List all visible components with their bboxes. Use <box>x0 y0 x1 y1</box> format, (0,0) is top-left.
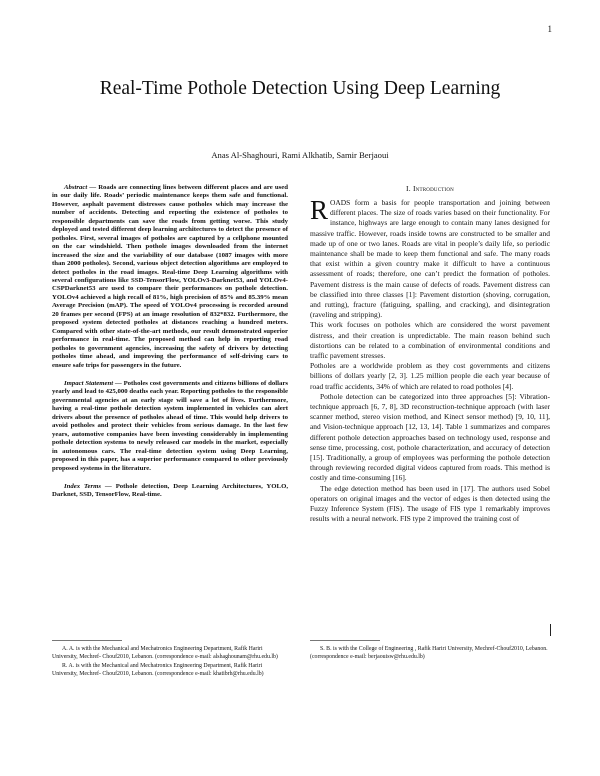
index-terms-text: Pothole detection, Deep Learning Architectures, YOLO, Darknet, SSD, TensorFlow, Real-time. <box>52 482 289 499</box>
abstract-text: Roads are connecting lines between different places and are used in our daily life. Roads’ periodic maintenance keeps them safe and functional. However, asphalt pavement distresses cause potholes which may increase the number of accidents. Detecting and reporting the existence of potholes to responsible departments can save the roads from getting worse. This study deployed and tested different deep learning architectures to detect the presence of potholes. First, several images of potholes are captured by a cellphone mounted on the car windshield. Then pothole images downloaded from the internet increased the size and the variability of our database (1087 images with more than 2000 potholes). Second, various object detection algorithms are employed to detect potholes in the road images. Real-time Deep Learning algorithms with several configurations like SSD-TensorFlow, YOLOv3-Darknet53, and YOLOv4-CSPDarknet53 are used to compare their performances on pothole detection. YOLOv4 achieved a high recall of 81%, high precision of 85% and 85.39% mean Average Precision (mAP). The speed of YOLOv4 processing is recorded around 20 frames per second (FPS) at an image resolution of 832*832. Furthermore, the proposed system detected potholes at distances reaching a hundred meters. Compared with other state-of-the-art methods, our result demonstrated superior performance in real-time. The proposed method can help in reporting road potholes to government agencies, increasing the safety of drivers by detecting potholes time ahead, and improving the performance of self-driving cars to ensure safe trips for passengers in the future. <box>52 184 288 369</box>
intro-paragraph-1-text: OADS form a basis for people transportation and joining between different places. The size of roads varies based on their functionality. For instance, highways are large enough to contain many lanes designed for massive traffic. However, roads inside towns are constructed to be smaller and made up of one or two lanes. Roads are vital in people’s daily life, so periodic maintenance shall be made to keep them functional and safe. The many roads that exist within a given country make it difficult to have a continuous assessment of roads; therefore, one can’t predict the formation of potholes. Pavement distress is the main cause of defects of roads. Pavement distress can be classified into three classes [1]: Pavement distortion (shoving, corrugation, and rutting), fracture (fatiguing, spalling, and cracking), and disintegration (raveling and stripping). <box>310 198 550 320</box>
index-terms <box>52 483 288 500</box>
footnote-author-ra: R. A. is with the Mechanical and Mechatronics Engineering Department, Rafik Hariri University, Mechref- Chouf2010, Lebanon. (correspondence e-mail: khatibrh@rhu.edu.lb) <box>52 662 264 677</box>
footnotes-left <box>52 645 288 678</box>
index-terms-paragraph <box>52 483 288 500</box>
text-cursor <box>550 624 551 636</box>
page-number: 1 <box>547 24 552 34</box>
abstract-lead: Abstract — <box>64 184 97 191</box>
intro-paragraph-3: Potholes are a worldwide problem as they cost governments and citizens billions of dollars yearly [2, 3]. 1.25 million people die each year because of road traffic accidents, 34% of which are related to road potholes [4]. <box>310 361 550 391</box>
left-column <box>52 184 288 500</box>
impact-paragraph <box>52 380 288 473</box>
section-heading-introduction: I. Introduction <box>406 184 454 193</box>
footnotes-right <box>310 645 550 662</box>
paper-title: Real-Time Pothole Detection Using Deep Learning <box>99 78 501 100</box>
abstract <box>52 184 288 370</box>
impact-text: Potholes cost governments and citizens billions of dollars yearly and lead to 425,000 deaths each year. Reporting potholes to the responsible governmental agencies at an early stage will save a lot of lives. Furthermore, having a real-time pothole detection system implemented in vehicles can alert drivers about the presence of potholes ahead of time. This would help drivers to avoid potholes and protect their vehicles from serious damage. In the last few years, automotive companies have been investing considerably in implementing pothole detection systems to newly released car models in the market, especially in autonomous cars. The real-time detection system using Deep Learning, proposed in this paper, has a superior performance compared to other previously proposed systems in the literature. <box>52 379 289 472</box>
impact-lead: Impact Statement — <box>64 379 122 387</box>
author-list: Anas Al-Shaghouri, Rami Alkhatib, Samir Berjaoui <box>211 150 389 160</box>
impact-statement <box>52 380 288 473</box>
introduction-body <box>310 195 550 525</box>
right-column <box>310 184 550 525</box>
intro-paragraph-2: This work focuses on potholes which are considered the worst pavement distress, and their creation is unpredictable. The main reason behind such distortions can be related to a combination of environmental conditions and traffic pavement stresses. <box>310 320 550 361</box>
drop-cap: R <box>310 195 329 225</box>
intro-paragraph-5: The edge detection method has been used in [17]. The authors used Sobel operators on original images and the vector of edges is then detected using the Fuzzy Inference System (FIS). The usage of FIS type 1 remarkably improves results with a neural network. FIS type 2 improved the training cost of <box>310 483 550 524</box>
index-terms-lead: Index Terms — <box>64 482 112 490</box>
intro-paragraph-1 <box>310 195 550 320</box>
abstract-paragraph <box>52 184 288 370</box>
footnote-author-sb: S. B. is with the College of Engineering , Rafik Hariri University, Mechref-Chouf2010, Lebanon. (correspondence e-mail: berjaouisw@rhu.edu.lb) <box>310 646 548 661</box>
footnote-author-aa: A. A. is with the Mechanical and Mechatronics Engineering Department, Rafik Hariri University, Mechref- Chouf2010, Lebanon. (correspondence e-mail: alshaghounam@rhu.edu.lb) <box>52 646 278 661</box>
footnote-rule-right <box>310 640 380 641</box>
intro-paragraph-4: Pothole detection can be categorized into three approaches [5]: Vibration-technique approach [6, 7, 8], 3D reconstruction-technique approach (with laser scanner method, stereo vision method, and Kinect sensor method) [9, 10, 11], and Vision-technique approach [12, 13, 14]. Table 1 summarizes and compares different pothole detection approaches based on technology used, response and sense time, processing, cost, pothole characterization, and accuracy of detection [15]. Traditionally, a group of employees was performing the pothole detection through reviewing recorded digital videos captured from roads. This method is costly and time-consuming [16]. <box>310 391 550 483</box>
footnote-rule-left <box>52 640 122 641</box>
